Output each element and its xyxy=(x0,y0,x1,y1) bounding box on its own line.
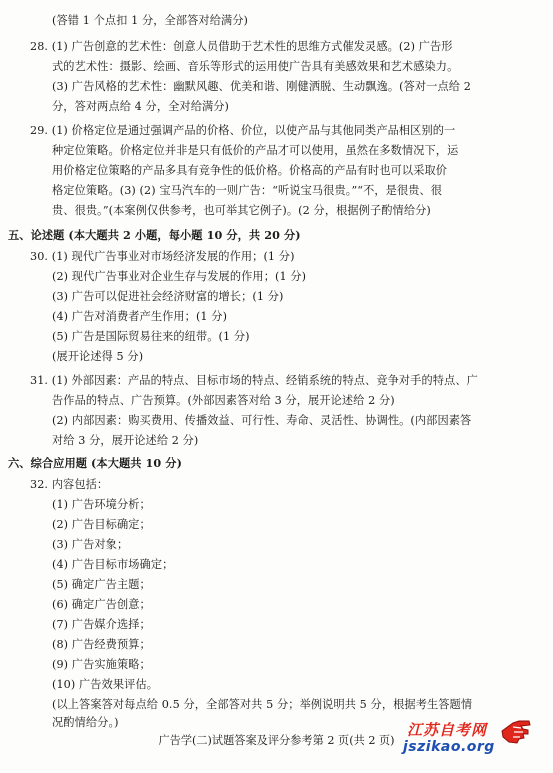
answer-line: 分，答对两点给 4 分，全对给满分) xyxy=(52,100,230,113)
answer-line: (答错 1 个点扣 1 分，全部答对给满分) xyxy=(52,14,249,27)
answer-line: (2) 现代广告事业对企业生存与发展的作用；(1 分) xyxy=(52,270,307,283)
answer-line: 告作品的特点、广告预算。(外部因素答对给 3 分，展开论述给 2 分) xyxy=(52,394,395,407)
section-heading: 六、综合应用题 (本大题共 10 分) xyxy=(8,456,182,470)
page-footer: 广告学(二)试题答案及评分参考第 2 页(共 2 页) xyxy=(158,734,395,747)
answer-line: (9) 广告实施策略； xyxy=(52,658,151,671)
watermark-url-text: jszikao.org xyxy=(403,739,495,755)
answer-line: (10) 广告效果评估。 xyxy=(52,678,159,691)
answer-line: (5) 广告是国际贸易往来的纽带。(1 分) xyxy=(52,330,250,343)
answer-line: 28. (1) 广告创意的艺术性：创意人员借助于艺术性的思维方式催发灵感。(2) 广告形 xyxy=(30,40,453,53)
answer-line: (4) 广告目标市场确定； xyxy=(52,558,174,571)
answer-line: 格定位策略。(3) (2) 宝马汽车的一则广告：“听说宝马很贵。”“不，是很贵、很 xyxy=(52,184,443,197)
answer-line: (展开论述得 5 分) xyxy=(52,350,144,363)
answer-line: 29. (1) 价格定位是通过强调产品的价格、价位，以使产品与其他同类产品相区别的一 xyxy=(30,124,456,137)
answer-line: (以上答案答对每点给 0.5 分，全部答对共 5 分；举例说明共 5 分，根据考生答题情 xyxy=(52,698,473,711)
answer-line: (3) 广告对象； xyxy=(52,538,129,551)
section-heading: 五、论述题 (本大题共 2 小题，每小题 10 分，共 20 分) xyxy=(8,228,301,242)
answer-line: 贵、很贵。”(本案例仅供参考，也可举其它例子)。(2 分，根据例子酌情给分) xyxy=(52,204,431,217)
site-watermark xyxy=(403,719,533,763)
answer-line: (1) 广告环境分析； xyxy=(52,498,151,511)
answer-line: (8) 广告经费预算； xyxy=(52,638,151,651)
answer-line: (2) 内部因素：购买费用、传播效益、可行性、寿命、灵活性、协调性。(内部因素答 xyxy=(52,414,472,427)
answer-line: 种定位策略。价格定位并非是只有低价的产品才可以使用，虽然在多数情况下，运 xyxy=(52,144,459,157)
answer-line: (7) 广告媒介选择； xyxy=(52,618,151,631)
answer-line: 31. (1) 外部因素：产品的特点、目标市场的特点、经销系统的特点、竞争对手的特点、广 xyxy=(30,374,478,387)
answer-line: (3) 广告可以促进社会经济财富的增长；(1 分) xyxy=(52,290,284,303)
watermark-chinese-text: 江苏自考网 xyxy=(407,721,488,739)
answer-line: 式的艺术性：摄影、绘画、音乐等形式的运用使广告具有美感效果和艺术感染力。 xyxy=(52,60,459,73)
answer-line: 况酌情给分。) xyxy=(52,716,119,729)
answer-line: (4) 广告对消费者产生作用；(1 分) xyxy=(52,310,228,323)
pointing-hand-icon xyxy=(499,717,533,747)
answer-line: (3) 广告风格的艺术性：幽默风趣、优美和谐、刚健洒脱、生动飘逸。(答对一点给 2 xyxy=(52,80,471,93)
answer-line: (2) 广告目标确定； xyxy=(52,518,151,531)
answer-line: 30. (1) 现代广告事业对市场经济发展的作用；(1 分) xyxy=(30,250,295,263)
answer-line: (6) 确定广告创意； xyxy=(52,598,151,611)
answer-line: (5) 确定广告主题； xyxy=(52,578,151,591)
answer-line: 用价格定位策略的产品多具有竞争性的低价格。价格高的产品有时也可以采取价 xyxy=(52,164,448,177)
answer-line: 32. 内容包括： xyxy=(30,478,109,491)
answer-line: 对给 3 分，展开论述给 2 分) xyxy=(52,434,199,447)
